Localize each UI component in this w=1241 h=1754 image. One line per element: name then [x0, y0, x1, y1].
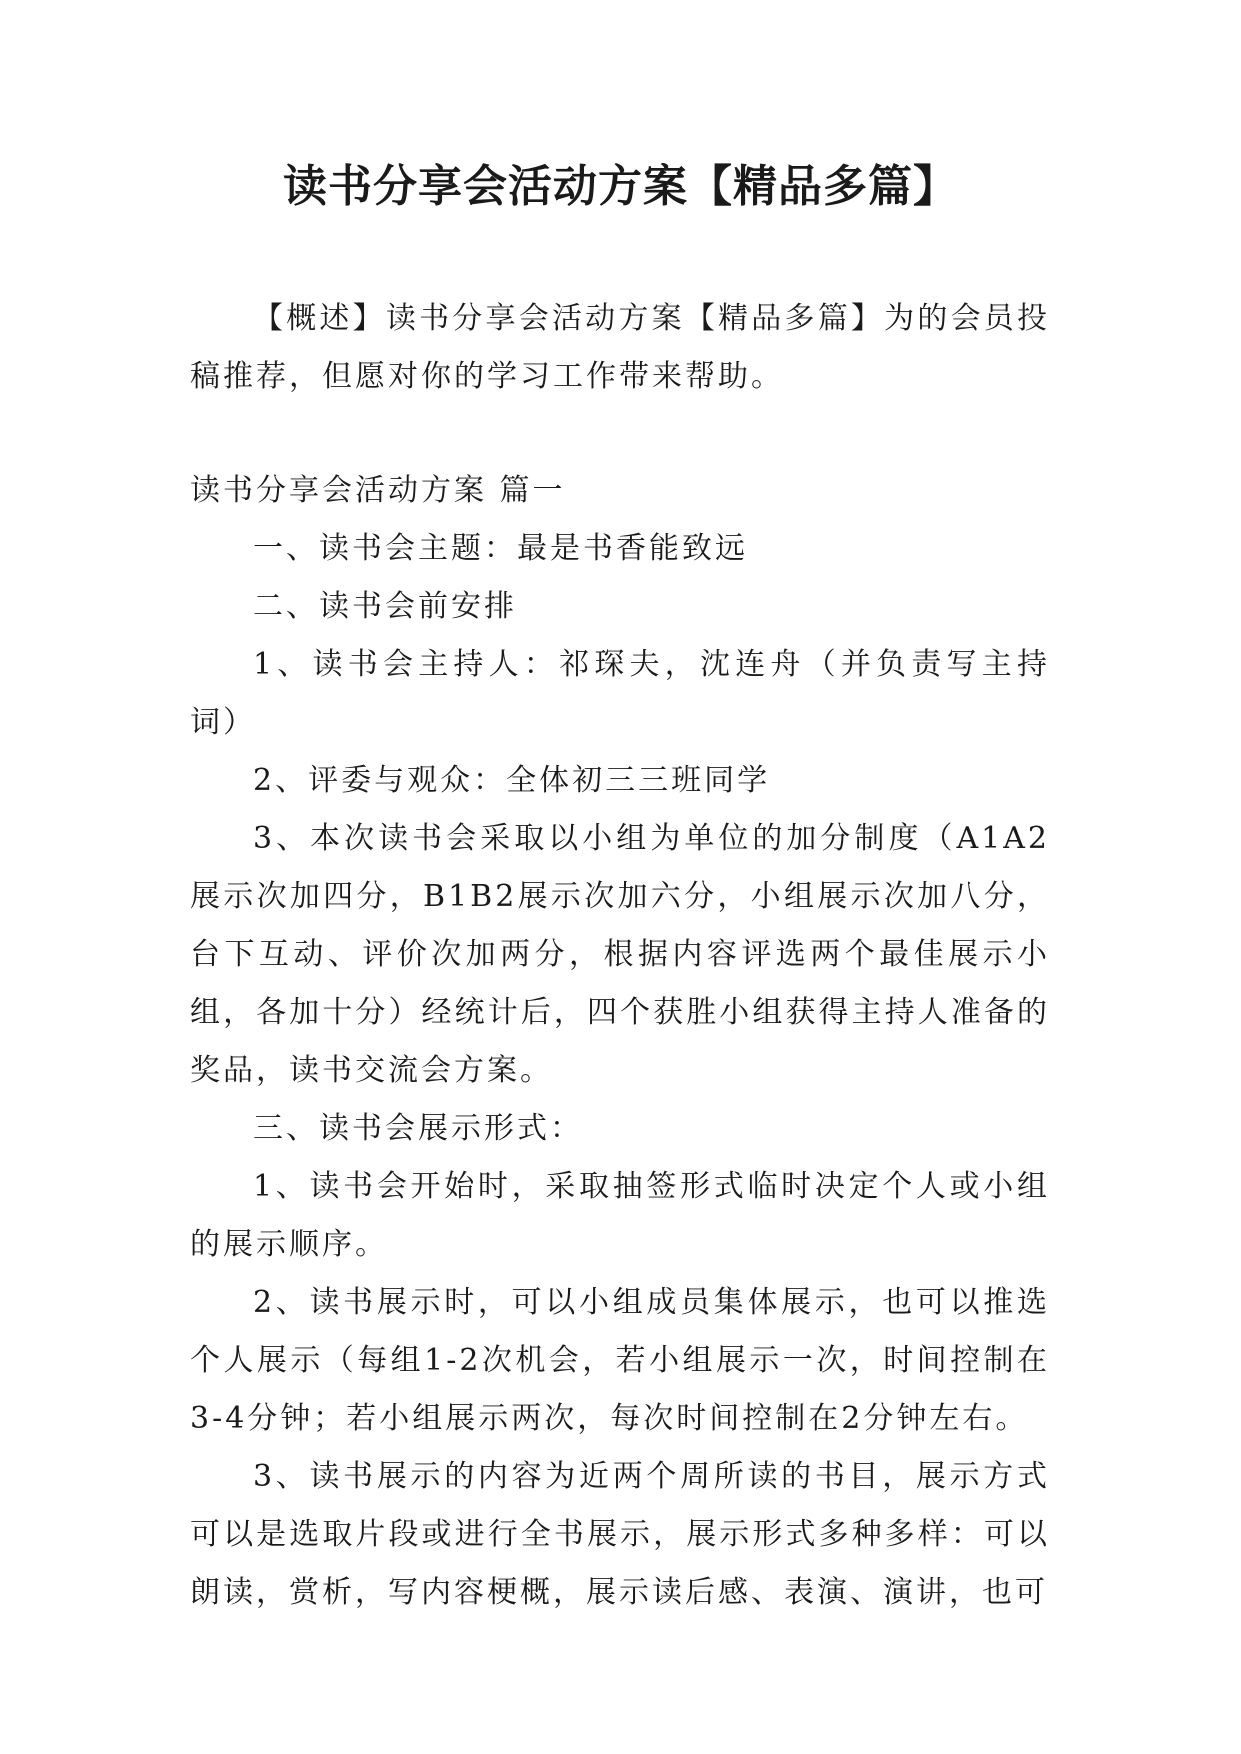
paragraph: 三、读书会展示形式： — [253, 1111, 583, 1146]
document-title: 读书分享会活动方案【精品多篇】 — [283, 161, 958, 212]
paragraph: 2、读书展示时，可以小组成员集体展示，也可以推选个人展示（每组1-2次机会，若小组展示一次，时间控制在3-4分钟；若小组展示两次，每次时间控制在2分钟左右。 — [190, 1285, 1050, 1436]
paragraph: 1、读书会开始时，采取抽签形式临时决定个人或小组的展示顺序。 — [190, 1169, 1050, 1262]
paragraph: 读书分享会活动方案 篇一 — [190, 473, 566, 508]
paragraph: 3、读书展示的内容为近两个周所读的书目，展示方式可以是选取片段或进行全书展示，展示形式多种多样：可以朗读，赏析，写内容梗概，展示读后感、表演、演讲，也可 — [190, 1459, 1050, 1610]
paragraph: 1、读书会主持人：祁琛夫，沈连舟（并负责写主持词） — [190, 647, 1050, 740]
paragraph: 二、读书会前安排 — [253, 589, 517, 624]
paragraph: 【概述】读书分享会活动方案【精品多篇】为的会员投稿推荐，但愿对你的学习工作带来帮助。 — [190, 301, 1050, 394]
paragraph: 3、本次读书会采取以小组为单位的加分制度（A1A2展示次加四分，B1B2展示次加六分，小组展示次加八分，台下互动、评价次加两分，根据内容评选两个最佳展示小组，各加十分）经统计后，四个获胜小组获得主持人准备的奖品，读书交流会方案。 — [190, 821, 1050, 1088]
document-body — [190, 290, 1050, 1622]
paragraph: 2、评委与观众：全体初三三班同学 — [253, 763, 771, 798]
paragraph: 一、读书会主题：最是书香能致远 — [253, 531, 748, 566]
